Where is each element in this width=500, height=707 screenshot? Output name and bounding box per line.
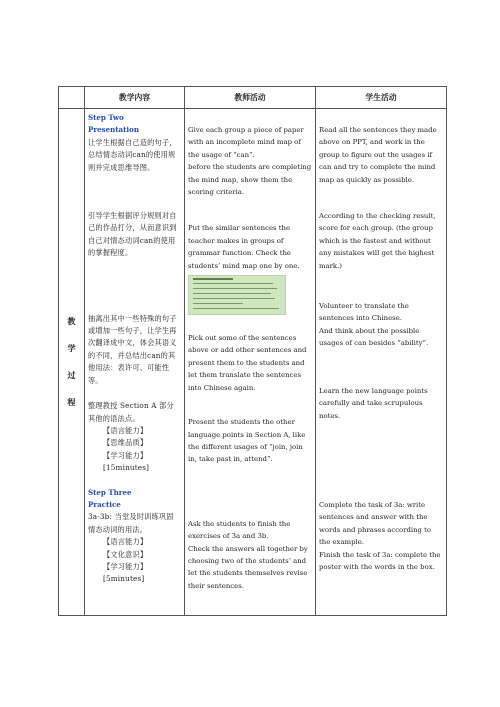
teacher-column: [185, 109, 316, 616]
content-p1: 让学生根据自己造的句子，总结情态动词can的使用规则并完成思维导图。: [88, 137, 177, 172]
teacher-t2: Put the similar sentences the teacher makes in groups of grammar function. Check the students’ mind map one by one.: [188, 224, 300, 270]
side-char-1: 教: [67, 316, 76, 326]
tag-learning: 【学习能力】: [103, 450, 148, 460]
tag-time-15: [15minutes]: [103, 463, 150, 473]
content-p5: 3a-3b: 当堂及时训练巩固情态动词的用法。: [88, 512, 174, 534]
header-blank: [59, 87, 85, 109]
side-label: [59, 109, 85, 616]
student-s4: Learn the new language points carefully and take scrupulous notes.: [319, 386, 428, 420]
content-p2: 引导学生根据评分规则对自己的作品打分，从而意识到自己对情态动词can的使用的掌握程度。: [88, 211, 177, 258]
tag-learning-2: 【学习能力】: [103, 561, 148, 571]
body-row: [59, 109, 447, 616]
content-column: [85, 109, 185, 616]
student-column: [316, 109, 447, 616]
side-char-3: 过: [67, 370, 76, 380]
mind-map-image: [188, 275, 286, 315]
student-s1: Read all the sentences they made above on PPT, and work in the group to figure out the usages if can and try to complete the mind map as quickly as possible.: [319, 126, 437, 184]
student-s5b: Finish the task of 3a: complete the poster with the words in the box.: [319, 550, 441, 571]
student-s5: Complete the task of 3a: write sentences and answer with the words and phrases according to the example.: [319, 500, 432, 547]
step-three-heading: Step ThreePractice: [88, 487, 132, 509]
header-teacher: 教师活动: [185, 87, 316, 109]
content-p3: 抽离出其中一些特殊的句子或增加一些句子，让学生再次翻译成中文，体会其语义的不同，并总结出can的其他用法：表许可、可能性等。: [88, 313, 177, 385]
lesson-plan-table: [58, 86, 447, 616]
teacher-t3: Pick out some of the sentences above or add other sentences and present them to the students and let them translate the sentences into Chinese again.: [188, 334, 307, 392]
teacher-t1: Give each group a piece of paper with an incomplete mind map of the usage of “can”.: [188, 126, 304, 159]
content-p5-tags: [88, 536, 181, 586]
teacher-t4: Present the students the other language points in Section A, like the different usages of “join, join in, take past in, attend”.: [188, 418, 306, 464]
student-s3: Volunteer to translate the sentences into Chinese.: [319, 302, 409, 323]
tag-culture: 【文化意识】: [103, 549, 148, 559]
content-p4: 整理教授 Section A 部分其他的语法点。: [88, 401, 174, 423]
side-char-2: 学: [67, 343, 76, 353]
teacher-t5b: Check the answers all together by choosing two of the students’ and let the students themselves revise their sentences.: [188, 544, 308, 590]
tag-language-2: 【语言能力】: [103, 537, 148, 547]
header-content: 教学内容: [85, 87, 185, 109]
teacher-t5: Ask the students to finish the exercises of 3a and 3b.: [188, 519, 291, 541]
header-row: [59, 87, 447, 109]
step-two-heading: Step TwoPresentation: [88, 113, 139, 135]
student-s2: According to the checking result, score for each group. (the group which is the fastest and without any mistakes will get the highest mark.): [319, 212, 436, 270]
content-p4-tags: [88, 425, 181, 475]
tag-language: 【语言能力】: [103, 425, 148, 435]
teacher-t1b: before the students are completing the mind map, show them the scoring criteria.: [188, 163, 312, 197]
student-s3b: And think about the possible usages of can besides “ability”.: [319, 326, 429, 348]
tag-thinking: 【思维品质】: [103, 438, 148, 448]
side-char-4: 程: [67, 397, 76, 407]
header-student: 学生活动: [316, 87, 447, 109]
tag-time-5: [5minutes]: [103, 574, 145, 584]
